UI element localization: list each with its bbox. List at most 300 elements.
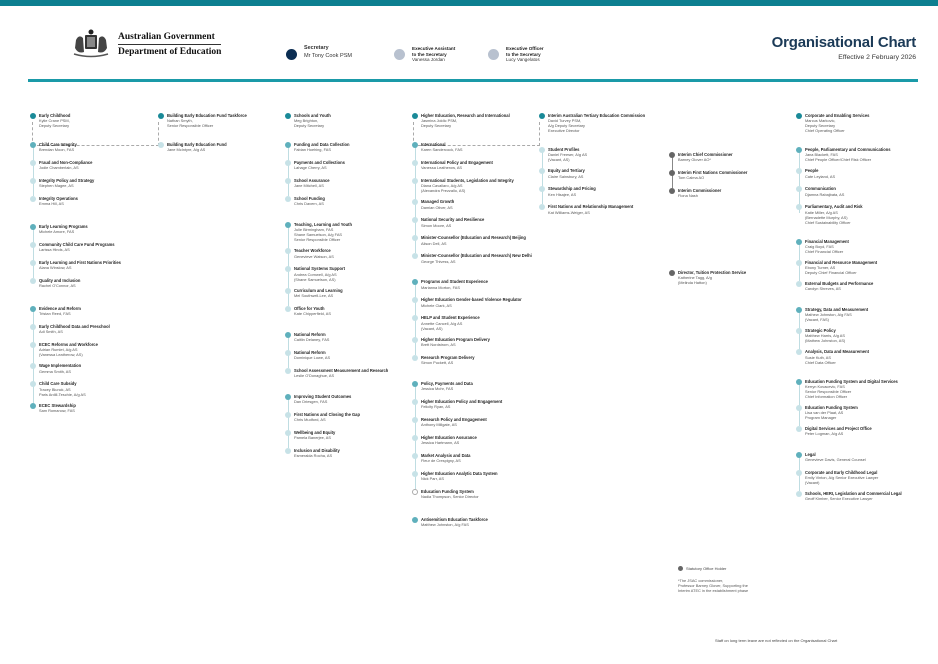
- node-dot-icon: [796, 239, 802, 245]
- node-dot-icon: [539, 113, 545, 119]
- node-dot-icon: [285, 350, 291, 356]
- unit-title: Child Care Subsidy: [39, 381, 77, 387]
- node-dot-icon: [30, 178, 36, 184]
- node-dot-icon: [796, 491, 802, 497]
- unit-title: Integrity Policy and Strategy: [39, 178, 95, 184]
- unit-title: School Funding: [294, 196, 325, 202]
- node-dot-icon: [412, 279, 418, 285]
- unit-person: Craig Boyd, FAS: [805, 243, 834, 249]
- unit-person: Jana Blackett, FAS: [805, 152, 838, 158]
- org-unit: [412, 471, 534, 483]
- unit-person: Nick Parr, AS: [421, 475, 444, 481]
- legend-executive-assistant: Executive Assistant to the Secretary Vanessa Jordan: [394, 46, 455, 63]
- statutory-legend: Statutory Office Holder: [678, 566, 726, 571]
- org-unit: [412, 199, 534, 211]
- org-unit: [285, 178, 407, 190]
- node-dot-icon: [669, 188, 675, 194]
- unit-title: Corporate and Early Childhood Legal: [805, 470, 878, 476]
- node-dot-icon: [412, 160, 418, 166]
- branch-group: [669, 270, 784, 285]
- branch-group: [796, 452, 931, 503]
- org-unit: [30, 324, 150, 336]
- org-unit: [30, 196, 150, 208]
- unit-title: Community Child Care Fund Programs: [39, 242, 115, 248]
- org-unit: [30, 342, 150, 357]
- division-head: [796, 113, 931, 133]
- unit-title: International Students, Legislation and Integrity: [421, 178, 514, 184]
- org-unit: [539, 147, 661, 162]
- unit-person: Chief Operating Officer: [805, 128, 845, 134]
- unit-person: Senior Responsible Officer: [805, 388, 852, 394]
- unit-title: Antisemitism Education Taskforce: [421, 516, 488, 522]
- org-unit: [796, 470, 931, 485]
- org-unit: [30, 242, 150, 254]
- node-dot-icon: [285, 394, 291, 400]
- unit-title: Funding and Data Collection: [294, 142, 350, 148]
- unit-title: Wellbeing and Equity: [294, 429, 336, 435]
- unit-person: Karen Sandercock, FAS: [421, 147, 463, 153]
- node-dot-icon: [30, 113, 36, 119]
- unit-title: School Assurance: [294, 178, 330, 184]
- unit-title: Wage Implementation: [39, 363, 82, 369]
- node-dot-icon: [412, 113, 418, 119]
- unit-title: Higher Education Gender-based Violence Regulator: [421, 297, 522, 303]
- unit-title: Strategic Policy: [805, 328, 836, 334]
- header-divider: [28, 79, 918, 82]
- column-commissioners: [669, 152, 784, 299]
- node-dot-icon: [796, 379, 802, 385]
- unit-title: National Security and Resilience: [421, 217, 485, 223]
- unit-title: Legal: [805, 452, 816, 458]
- org-unit: [412, 142, 534, 154]
- unit-title: Research Policy and Engagement: [421, 416, 487, 422]
- org-unit: [285, 160, 407, 172]
- unit-person: Jasmina Joldic PSM,: [421, 118, 458, 124]
- unit-title: First Nations and Relationship Management: [548, 204, 634, 210]
- node-dot-icon: [796, 307, 802, 313]
- node-dot-icon: [285, 113, 291, 119]
- org-unit: [285, 412, 407, 424]
- unit-person: (Melinda Hatton): [678, 280, 707, 286]
- node-dot-icon: [796, 260, 802, 266]
- unit-person: Marianna Morton, FAS: [421, 284, 460, 290]
- node-dot-icon: [796, 426, 802, 432]
- unit-title: Minister-Counsellor (Education and Research) Beijing: [421, 235, 526, 241]
- unit-person: (Vacant, AS): [548, 157, 570, 163]
- org-unit: [30, 224, 150, 236]
- node-dot-icon: [30, 306, 36, 312]
- unit-title: Building Early Education Fund: [167, 142, 227, 148]
- org-unit: [412, 178, 534, 193]
- org-unit: [285, 248, 407, 260]
- org-unit: [412, 315, 534, 330]
- unit-title: Higher Education Analytic Data System: [421, 470, 498, 476]
- org-unit: [30, 260, 150, 272]
- node-dot-icon: [796, 349, 802, 355]
- unit-person: Claire Sainsbury, AS: [548, 173, 584, 179]
- unit-person: Adrian Rumlet, A/g AS: [39, 347, 78, 353]
- unit-person: Emma Hill, AS: [39, 201, 64, 207]
- node-dot-icon: [412, 381, 418, 387]
- unit-person: Peter Logman, A/g AS: [805, 431, 844, 437]
- column-corporate: [796, 113, 931, 517]
- node-dot-icon: [796, 147, 802, 153]
- unit-person: Caitlin Delaney, FAS: [294, 336, 330, 342]
- org-unit: [412, 160, 534, 172]
- unit-person: Geoff Kimber, Senior Executive Lawyer: [805, 496, 873, 502]
- org-unit: [285, 306, 407, 318]
- unit-title: National Reform: [294, 331, 326, 337]
- node-dot-icon: [796, 281, 802, 287]
- node-dot-icon: [285, 368, 291, 374]
- unit-title: National Systems Support: [294, 266, 345, 272]
- unit-person: Leslie O'Donaghue, AS: [294, 372, 335, 378]
- node-dot-icon: [285, 178, 291, 184]
- unit-person: (Bernadette Murphy, AS): [805, 214, 848, 220]
- node-dot-icon: [30, 342, 36, 348]
- node-dot-icon: [796, 405, 802, 411]
- unit-title: ECEC Reforms and Workforce: [39, 342, 98, 348]
- division-head: [412, 113, 534, 128]
- unit-person: Jodie Chamberlain, AS: [39, 165, 79, 171]
- unit-person: Deputy Chief Financial Officer: [805, 270, 857, 276]
- footnote: *The JSAC commissioner, Professor Barney Glover, Supporting the Interim ATEC in the establishment phase: [678, 578, 749, 593]
- unit-person: Andrea Cornwell, A/g AS: [294, 271, 337, 277]
- unit-person: Annette Cancell, A/g AS: [421, 320, 463, 326]
- node-dot-icon: [285, 430, 291, 436]
- node-dot-icon: [539, 147, 545, 153]
- org-unit: [158, 142, 283, 154]
- org-unit: [412, 453, 534, 465]
- unit-person: Daniel Freeser, A/g AS: [548, 152, 588, 158]
- org-unit: [796, 186, 931, 198]
- column-beef-taskforce: [158, 113, 283, 168]
- unit-title: School Assessment Measurement and Research: [294, 367, 389, 373]
- unit-person: Meg Brighton,: [294, 118, 319, 124]
- unit-title: Early Childhood: [39, 113, 71, 118]
- org-unit: [796, 281, 931, 293]
- node-dot-icon: [30, 242, 36, 248]
- node-dot-icon: [412, 417, 418, 423]
- unit-title: ECEC Stewardship: [39, 402, 76, 408]
- unit-person: Jane Mitchell, AS: [294, 183, 324, 189]
- node-dot-icon: [30, 224, 36, 230]
- unit-person: A/g Deputy Secretary: [548, 123, 585, 129]
- unit-person: Deputy Secretary: [39, 123, 70, 129]
- org-unit: [796, 113, 931, 133]
- logo-line-2: Department of Education: [118, 46, 222, 57]
- org-unit: [412, 399, 534, 411]
- node-dot-icon: [412, 355, 418, 361]
- org-unit: [30, 142, 150, 154]
- unit-title: Higher Education Policy and Engagement: [421, 398, 503, 404]
- unit-title: Office for Youth: [294, 305, 325, 311]
- node-dot-icon: [669, 270, 675, 276]
- unit-person: Larissa Hinds, AS: [39, 247, 70, 253]
- unit-title: Fraud and Non-Compliance: [39, 160, 93, 166]
- org-unit: [412, 435, 534, 447]
- column-atec: [539, 113, 661, 230]
- unit-title: Interim Commissioner: [678, 188, 722, 193]
- unit-title: Managed Growth: [421, 199, 455, 205]
- unit-title: Communication: [805, 186, 836, 192]
- org-unit: [796, 379, 931, 399]
- unit-person: Genevieve Davis, General Counsel: [805, 457, 866, 463]
- unit-person: Genevieve Watson, AS: [294, 253, 334, 259]
- branch-group: [796, 307, 931, 365]
- government-logo: [70, 28, 221, 60]
- unit-title: Evidence and Reform: [39, 306, 81, 312]
- unit-person: Rachel O'Connor, AS: [39, 283, 76, 289]
- org-unit: [412, 297, 534, 309]
- unit-title: Education Funding System: [805, 404, 858, 410]
- unit-person: Vanessa Leatherow, AS: [421, 165, 463, 171]
- org-unit: [412, 337, 534, 349]
- node-dot-icon: [412, 337, 418, 343]
- node-dot-icon: [539, 186, 545, 192]
- unit-title: National Reform: [294, 349, 326, 355]
- unit-person: Katherine Tagg, A/g: [678, 275, 712, 281]
- unit-person: Kerryn Kovacevic, FAS: [805, 383, 845, 389]
- org-unit: [285, 288, 407, 300]
- unit-title: Schools, HERI, Legislation and Commercial Legal: [805, 491, 902, 497]
- org-unit: [412, 253, 534, 265]
- unit-person: (Alexandra Prezzallo, AS): [421, 188, 466, 194]
- branch-group: [669, 152, 784, 200]
- unit-title: Education Funding System and Digital Services: [805, 378, 898, 384]
- unit-person: Senior Responsible Officer: [294, 237, 341, 243]
- org-unit: [30, 178, 150, 190]
- node-dot-icon: [796, 168, 802, 174]
- org-unit: [796, 307, 931, 322]
- node-dot-icon: [30, 403, 36, 409]
- unit-person: Chris Mudford, AS: [294, 416, 326, 422]
- unit-person: Brett Nordstrom, AS: [421, 341, 456, 347]
- ea-dot-icon: [394, 49, 405, 60]
- unit-person: Executive Director: [548, 128, 580, 134]
- eo-dot-icon: [488, 49, 499, 60]
- branch-group: [412, 279, 534, 366]
- branch-group: [796, 239, 931, 293]
- column-early-childhood: [30, 113, 150, 429]
- node-dot-icon: [412, 235, 418, 241]
- secretary-dot-icon: [286, 49, 297, 60]
- unit-title: People, Parliamentary and Communications: [805, 147, 891, 153]
- branch-group: [30, 224, 150, 290]
- unit-title: Strategy, Data and Measurement: [805, 307, 869, 313]
- org-unit: [539, 113, 661, 133]
- node-dot-icon: [539, 168, 545, 174]
- unit-person: Kat Williams-Weiger, AS: [548, 209, 590, 215]
- division-head: [30, 113, 150, 128]
- node-dot-icon: [30, 324, 36, 330]
- unit-person: Julie Birmingham, FAS: [294, 227, 334, 233]
- unit-title: Parliamentary, Audit and Risk: [805, 204, 863, 210]
- unit-person: Shane Samuelson, A/g FAS: [294, 232, 343, 238]
- node-dot-icon: [285, 412, 291, 418]
- node-dot-icon: [158, 113, 164, 119]
- node-dot-icon: [796, 328, 802, 334]
- org-unit: [539, 204, 661, 216]
- unit-title: Corporate and Enabling Services: [805, 113, 870, 118]
- node-dot-icon: [30, 260, 36, 266]
- org-unit: [796, 349, 931, 364]
- unit-person: Matthew Johnston, A/g FAS: [421, 521, 469, 527]
- org-unit: [285, 350, 407, 362]
- unit-title: Interim Australian Tertiary Education Commission: [548, 113, 646, 118]
- unit-person: Chris Davern, AS: [294, 201, 324, 207]
- org-unit: [669, 270, 784, 285]
- page-title: Organisational Chart: [771, 34, 916, 51]
- node-dot-icon: [796, 113, 802, 119]
- unit-person: Damian Oliver, AS: [421, 204, 453, 210]
- node-dot-icon: [285, 288, 291, 294]
- unit-person: Michele Amore, FAS: [39, 229, 75, 235]
- org-unit: [30, 381, 150, 396]
- unit-title: Higher Education Assurance: [421, 434, 477, 440]
- org-unit: [30, 160, 150, 172]
- unit-title: First Nations and Closing the Gap: [294, 411, 360, 417]
- unit-person: Lisa van der Plaat, AS: [805, 410, 844, 416]
- unit-title: Research Program Delivery: [421, 354, 475, 360]
- unit-person: Alison Dell, AS: [421, 240, 447, 246]
- unit-person: Dan Driesgen, FAS: [294, 398, 328, 404]
- unit-title: Building Early Education Fund Taskforce: [167, 113, 247, 118]
- org-unit: [285, 368, 407, 380]
- header: [0, 6, 938, 80]
- unit-person: Djamna Rabajbata, AS: [805, 191, 845, 197]
- unit-person: (Vacant, AS): [421, 325, 443, 331]
- unit-person: Deputy Secretary: [294, 123, 325, 129]
- org-unit: [30, 306, 150, 318]
- org-unit: [796, 426, 931, 438]
- org-unit: [412, 217, 534, 229]
- division-head: [285, 113, 407, 128]
- unit-person: Susie Kuth, AS: [805, 354, 831, 360]
- branch-group: [412, 142, 534, 265]
- org-unit: [412, 279, 534, 291]
- node-dot-icon: [412, 297, 418, 303]
- unit-title: Child Care Integrity: [39, 142, 77, 148]
- unit-title: Schools and Youth: [294, 113, 331, 118]
- org-unit: [285, 222, 407, 242]
- unit-title: Director, Tuition Protection Service: [678, 270, 747, 275]
- column-higher-education: [412, 113, 534, 543]
- unit-person: Ken Hisajee, AS: [548, 191, 577, 197]
- branch-group: [412, 517, 534, 529]
- org-unit: [539, 168, 661, 180]
- node-dot-icon: [285, 142, 291, 148]
- unit-person: Deputy Secretary: [805, 123, 836, 129]
- node-dot-icon: [30, 278, 36, 284]
- unit-person: Simon Moore, AS: [421, 222, 452, 228]
- unit-title: Integrity Operations: [39, 196, 78, 202]
- branch-group: [30, 306, 150, 414]
- unit-person: Sam Romanow, FAS: [39, 407, 75, 413]
- unit-title: Financial Management: [805, 238, 849, 244]
- unit-title: Policy, Payments and Data: [421, 380, 473, 386]
- unit-person: Esmeralda Rocha, AS: [294, 452, 333, 458]
- org-unit: [669, 170, 784, 182]
- node-dot-icon: [669, 170, 675, 176]
- unit-person: George Thivess, AS: [421, 258, 456, 264]
- org-unit: [285, 430, 407, 442]
- unit-person: Mathew Johnston, A/g FAS: [805, 312, 852, 318]
- unit-person: Fiona Nash: [678, 193, 698, 199]
- leave-note: Staff on long term leave are not reflected on the Organisational Chart: [715, 638, 838, 643]
- node-dot-icon: [30, 142, 36, 148]
- unit-person: Adi Smith, AS: [39, 329, 63, 335]
- branch-group: [796, 379, 931, 438]
- unit-person: Kylie Crane PSM,: [39, 118, 70, 124]
- unit-person: David Turvey PSM,: [548, 118, 582, 124]
- org-unit: [796, 168, 931, 180]
- unit-title: Stewardship and Pricing: [548, 186, 596, 192]
- unit-title: Interim Chief Commissioner: [678, 152, 733, 157]
- division-head: [539, 113, 661, 133]
- org-unit: [285, 113, 407, 128]
- node-dot-icon: [285, 248, 291, 254]
- unit-title: Student Profiles: [548, 147, 580, 153]
- unit-person: Chief People Officer/Chief Risk Officer: [805, 157, 872, 163]
- org-unit: [30, 403, 150, 415]
- unit-person: Jane McIntyre, A/g AS: [167, 147, 206, 153]
- org-unit: [285, 448, 407, 460]
- node-dot-icon: [412, 142, 418, 148]
- org-unit: [285, 394, 407, 406]
- org-unit: [669, 188, 784, 200]
- org-unit: [796, 239, 931, 254]
- org-unit: [412, 113, 534, 128]
- node-dot-icon: [30, 160, 36, 166]
- org-unit: [796, 405, 931, 420]
- node-dot-icon: [412, 178, 418, 184]
- node-dot-icon: [412, 453, 418, 459]
- unit-person: Jessica Mohr, FAS: [421, 385, 454, 391]
- org-unit: [796, 204, 931, 224]
- org-unit: [796, 260, 931, 275]
- unit-person: Katie Miller, A/g AS: [805, 209, 838, 215]
- node-dot-icon: [285, 196, 291, 202]
- unit-person: Tristan Reed, FAS: [39, 311, 71, 317]
- coat-of-arms-icon: [70, 28, 112, 60]
- node-dot-icon: [285, 222, 291, 228]
- unit-person: Mel Southwell-Lee, AS: [294, 292, 334, 298]
- unit-person: Tracey Blunck, AS: [39, 386, 71, 392]
- unit-person: (Vacant, FAS): [805, 317, 829, 323]
- unit-person: Nathan Smyth,: [167, 118, 193, 124]
- unit-title: Market Analysis and Data: [421, 452, 471, 458]
- node-dot-icon: [412, 517, 418, 523]
- unit-person: (Mathew Johnston, AS): [805, 338, 846, 344]
- unit-person: Lahage Cherry, AS: [294, 165, 327, 171]
- org-unit: [30, 363, 150, 375]
- node-dot-icon: [30, 381, 36, 387]
- unit-person: Nadia Thompson, Senior Director: [421, 493, 479, 499]
- unit-title: Equity and Tertiary: [548, 168, 585, 174]
- branch-group: [796, 147, 931, 224]
- unit-person: Kate Chipperfield, AS: [294, 310, 331, 316]
- unit-person: (Vanessa Leatherow, AS): [39, 352, 83, 358]
- node-dot-icon: [796, 204, 802, 210]
- node-dot-icon: [158, 142, 164, 148]
- unit-person: Deputy Secretary: [421, 123, 452, 129]
- unit-person: Fleur de Crespigny, AS: [421, 457, 461, 463]
- org-unit: [412, 517, 534, 529]
- unit-person: Chief Data Officer: [805, 359, 836, 365]
- unit-person: Barney Glover AO*: [678, 157, 711, 163]
- unit-person: Felicity Ryan, AS: [421, 403, 451, 409]
